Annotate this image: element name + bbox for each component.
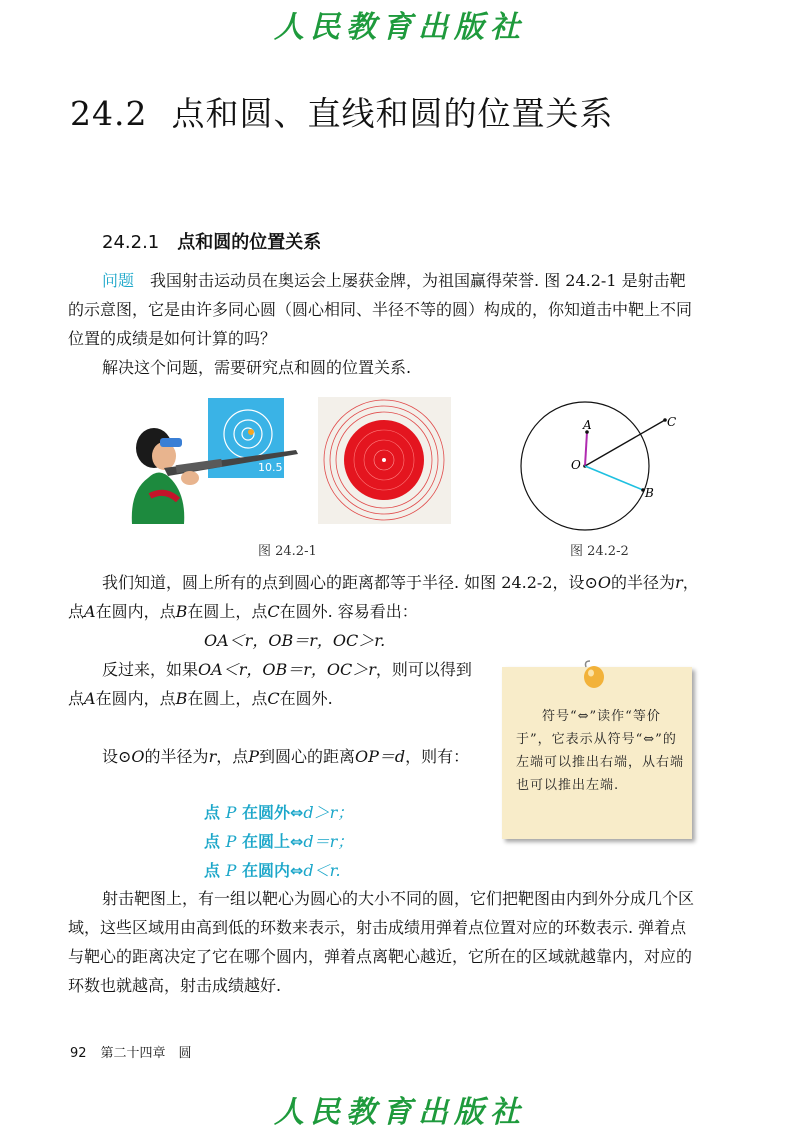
label-a: A <box>583 418 592 432</box>
section-title <box>70 88 613 135</box>
figure-2-caption: 图 24.2-2 <box>570 544 629 559</box>
converse-paragraph: 反过来，如果OA＜r，OB＝r，OC＞r，则可以得到点A在圆内，点B在圆上，点C在圆外. <box>68 660 472 708</box>
relation-inside: 点 P 在圆内⇔d＜r. <box>204 861 341 880</box>
page-number: 92 <box>70 1046 87 1061</box>
problem-text: 我国射击运动员在奥运会上屡获金牌，为祖国赢得荣誉. 图 24.2-1 是射击靶的示意图，它是由许多同心圆（圆心相同、半径不等的圆）构成的，你知道击中靶上不同位置的成绩是如何计算的吗？ <box>68 271 693 348</box>
definition-paragraph: 设⊙O的半径为r，点P到圆心的距离OP＝d，则有： <box>102 747 470 766</box>
segment-oc <box>585 420 665 466</box>
section-title-text: 点和圆、直线和圆的位置关系 <box>171 94 614 133</box>
subsection-number: 24.2.1 <box>102 232 160 253</box>
subsection-title <box>102 228 321 254</box>
relation-on: 点 P 在圆上⇔d＝r； <box>204 832 354 851</box>
chapter-title: 第二十四章 圆 <box>100 1046 192 1061</box>
label-o: O <box>571 458 581 472</box>
label-c: C <box>667 415 677 429</box>
subsection-title-text: 点和圆的位置关系 <box>177 232 322 253</box>
figure-1-caption: 图 24.2-1 <box>258 544 317 559</box>
section-number: 24.2 <box>70 94 148 133</box>
scoreboard-hit-mark <box>248 429 254 435</box>
shooter-glasses <box>160 438 182 447</box>
scoreboard-score: 10.5 <box>258 461 283 474</box>
segment-oa <box>585 432 587 466</box>
relation-outside: 点 P 在圆外⇔d＞r； <box>204 803 354 822</box>
page-footer <box>70 1042 192 1061</box>
target-photo <box>318 397 451 524</box>
note-text: 符号“⇔”读作“等价于”，它表示从符号“⇔”的左端可以推出右端，从右端也可以推出左端. <box>516 709 685 793</box>
pushpin-icon <box>578 659 610 693</box>
side-note <box>502 667 692 839</box>
target-paragraph: 射击靶图上，有一组以靶心为圆心的大小不同的圆，它们把靶图由内到外分成几个区域，这些区域用由高到低的环数来表示，射击成绩用弹着点位置对应的环数表示. 弹着点与靶心的距离决定了它在哪个圆内，弹着点离靶心越近，它所在的区域就越靠内，对应的环数也就越高，射击成绩越好. <box>68 889 695 995</box>
shooter-hand <box>181 471 199 485</box>
target-center-dot <box>382 458 386 462</box>
publisher-logo-bottom: 人民教育出版社 <box>274 1095 526 1130</box>
problem-label: 问题 <box>102 271 135 290</box>
publisher-logo-top: 人民教育出版社 <box>274 10 526 45</box>
problem-paragraph <box>68 266 700 353</box>
known-fact-paragraph: 我们知道，圆上所有的点到圆心的距离都等于半径. 如图 24.2-2，设⊙O的半径为r，点A在圆内，点B在圆上，点C在圆外. 容易看出： <box>68 573 699 621</box>
segment-ob <box>585 466 643 490</box>
circle-diagram <box>505 400 705 540</box>
solve-paragraph: 解决这个问题，需要研究点和圆的位置关系. <box>102 358 412 377</box>
label-b: B <box>645 486 654 500</box>
shooter-illustration <box>120 396 315 526</box>
inequality-line: OA＜r，OB＝r，OC＞r. <box>204 631 386 650</box>
